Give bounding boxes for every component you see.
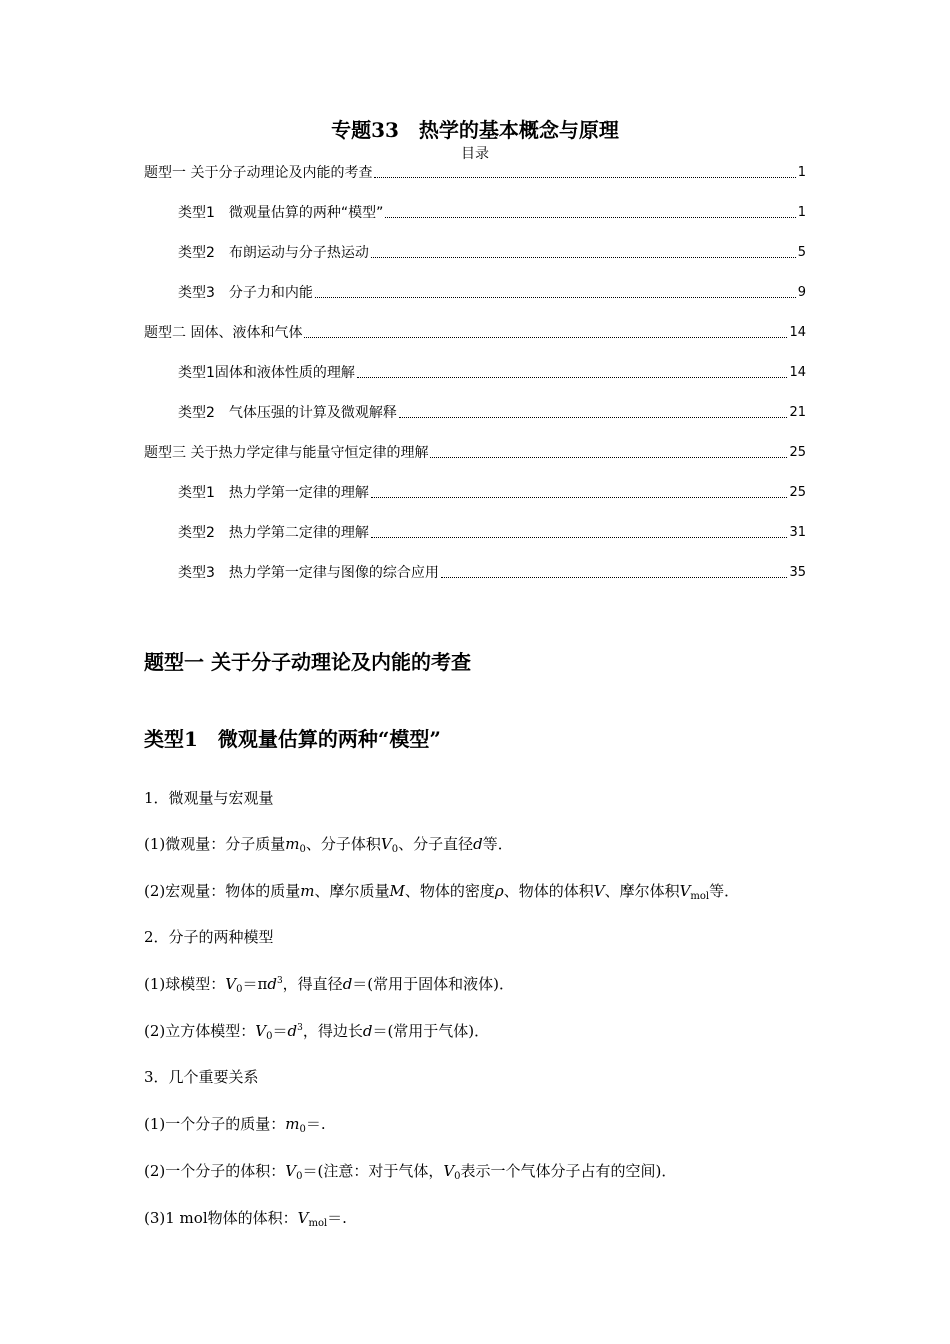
toc-entry-page: 14 <box>789 365 806 380</box>
toc-entry-2[interactable] <box>178 203 806 223</box>
paragraph-10: (3)1 mol物体的体积：$V_{mol}=$. <box>144 1209 347 1229</box>
toc-entry-label: 类型2 热力学第二定律的理解 <box>178 525 369 541</box>
document-title: 专题33 热学的基本概念与原理 <box>331 118 619 142</box>
toc-entry-6[interactable] <box>178 363 806 383</box>
toc-entry-label: 题型二 固体、液体和气体 <box>144 325 303 341</box>
paragraph-2: (1)微观量：分子质量$m_0$、分子体积$V_0$、分子直径d等． <box>144 835 513 855</box>
toc-heading: 目录 <box>461 146 489 162</box>
toc-entry-page: 9 <box>797 285 806 300</box>
paragraph-8: (1)一个分子的质量：$m_0=$. <box>144 1115 326 1135</box>
paragraph-7: 3．几个重要关系 <box>144 1068 259 1086</box>
toc-entry-page: 1 <box>797 205 806 220</box>
toc-entry-11[interactable] <box>178 563 806 583</box>
toc-entry-1[interactable] <box>144 163 806 183</box>
toc-entry-page: 35 <box>789 565 806 580</box>
paragraph-3: (2)宏观量：物体的质量m、摩尔质量M、物体的密度ρ、物体的体积V、摩尔体积$V_{mol}$等． <box>144 882 740 902</box>
toc-entry-label: 题型三 关于热力学定律与能量守恒定律的理解 <box>144 445 429 461</box>
toc-leader <box>374 177 795 178</box>
paragraph-6: (2)立方体模型：$V_0=d^3$，得边长d＝(常用于气体)． <box>144 1022 490 1042</box>
toc-entry-label: 类型3 热力学第一定律与图像的综合应用 <box>178 565 439 581</box>
toc-entry-page: 21 <box>789 405 806 420</box>
toc-leader <box>315 297 796 298</box>
paragraph-4: 2．分子的两种模型 <box>144 928 274 946</box>
toc-entry-page: 14 <box>789 325 806 340</box>
toc-entry-7[interactable] <box>178 403 806 423</box>
toc-leader <box>441 577 788 578</box>
toc-leader <box>357 377 788 378</box>
paragraph-5: (1)球模型：$V_0=\pi d^3$，得直径d＝(常用于固体和液体)． <box>144 975 515 995</box>
toc-leader <box>399 417 788 418</box>
toc-entry-page: 25 <box>789 485 806 500</box>
paragraph-1: 1．微观量与宏观量 <box>144 789 274 807</box>
toc-entry-label: 类型1 微观量估算的两种“模型” <box>178 205 384 221</box>
toc-entry-9[interactable] <box>178 483 806 503</box>
toc-leader <box>430 457 787 458</box>
toc-leader <box>371 537 788 538</box>
toc-entry-page: 1 <box>797 165 806 180</box>
toc-entry-page: 5 <box>797 245 806 260</box>
subsection-heading: 类型1 微观量估算的两种“模型” <box>144 727 441 751</box>
toc-leader <box>371 497 788 498</box>
toc-entry-label: 类型3 分子力和内能 <box>178 285 313 301</box>
toc-entry-8[interactable] <box>144 443 806 463</box>
toc-leader <box>371 257 796 258</box>
toc-entry-4[interactable] <box>178 283 806 303</box>
toc-entry-label: 类型2 布朗运动与分子热运动 <box>178 245 369 261</box>
toc-entry-label: 类型1 热力学第一定律的理解 <box>178 485 369 501</box>
toc-entry-label: 题型一 关于分子动理论及内能的考查 <box>144 165 373 181</box>
toc-entry-page: 25 <box>789 445 806 460</box>
section-heading: 题型一 关于分子动理论及内能的考查 <box>144 650 471 674</box>
toc-entry-10[interactable] <box>178 523 806 543</box>
toc-leader <box>304 337 787 338</box>
toc-entry-label: 类型2 气体压强的计算及微观解释 <box>178 405 397 421</box>
toc-entry-page: 31 <box>789 525 806 540</box>
toc-entry-3[interactable] <box>178 243 806 263</box>
toc-entry-5[interactable] <box>144 323 806 343</box>
toc-entry-label: 类型1固体和液体性质的理解 <box>178 365 355 381</box>
toc-leader <box>385 217 795 218</box>
paragraph-9: (2)一个分子的体积：$V_0=$(注意：对于气体，$V_0$表示一个气体分子占有的空间)． <box>144 1162 677 1182</box>
